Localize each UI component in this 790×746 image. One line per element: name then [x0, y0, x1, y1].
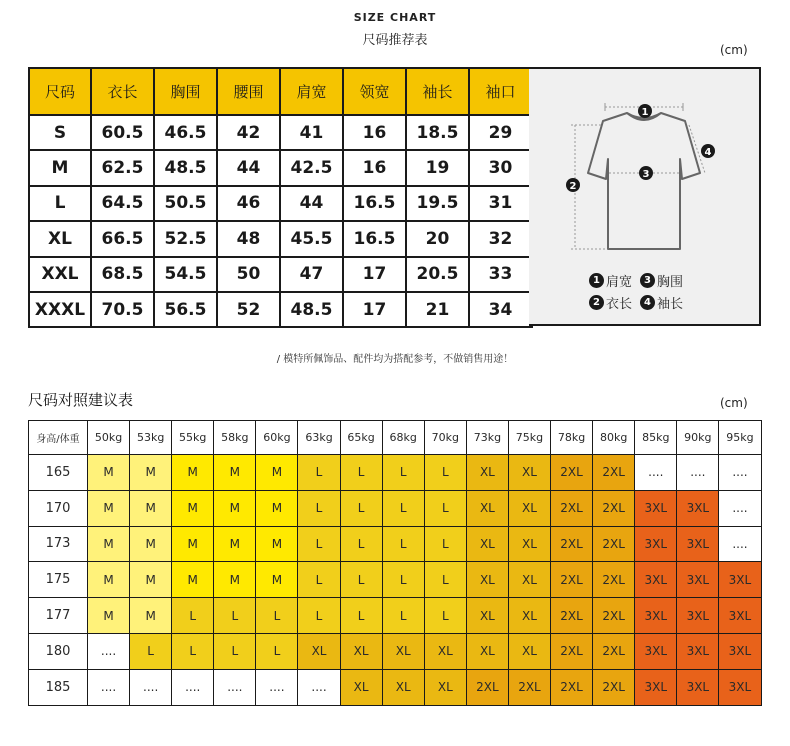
size-recommendation-cell: L	[424, 490, 466, 526]
size-recommendation-cell: ....	[130, 669, 172, 705]
size-chart-header-cell: 腰围	[217, 68, 280, 115]
measurement-cell: 18.5	[406, 115, 469, 150]
size-recommendation-cell: ....	[298, 669, 340, 705]
measurement-cell: 20.5	[406, 257, 469, 292]
size-recommendation-cell: M	[130, 598, 172, 634]
size-recommendation-cell: L	[382, 598, 424, 634]
legend-marker-2: 2	[589, 295, 604, 310]
marker-2-icon	[566, 178, 580, 192]
size-chart-table	[28, 67, 533, 328]
weight-header-cell: 73kg	[466, 421, 508, 455]
recommendation-row	[29, 455, 762, 491]
measurement-cell: 16.5	[343, 186, 406, 221]
size-chart-header-cell: 领宽	[343, 68, 406, 115]
measurement-cell: 29	[469, 115, 532, 150]
size-recommendation-cell: ....	[635, 455, 677, 491]
weight-header-cell: 85kg	[635, 421, 677, 455]
recommendation-row	[29, 526, 762, 562]
measurement-cell: 31	[469, 186, 532, 221]
measurement-cell: 45.5	[280, 221, 343, 256]
chart-title-zh: 尺码推荐表	[362, 33, 428, 48]
measurement-cell: 47	[280, 257, 343, 292]
legend-label-sleeve: 袖长	[657, 297, 684, 312]
recommendation-row	[29, 562, 762, 598]
weight-header-cell: 95kg	[719, 421, 761, 455]
weight-header-cell: 78kg	[551, 421, 593, 455]
measurement-cell: 16.5	[343, 221, 406, 256]
size-recommendation-cell: XL	[466, 490, 508, 526]
measurement-cell: 68.5	[91, 257, 154, 292]
weight-header-cell: 55kg	[172, 421, 214, 455]
measurement-cell: 42	[217, 115, 280, 150]
size-label-cell: XXXL	[29, 292, 91, 327]
measurement-cell: 44	[280, 186, 343, 221]
size-chart-header-row	[29, 68, 532, 115]
size-recommendation-cell: L	[298, 598, 340, 634]
size-recommendation-cell: 3XL	[677, 490, 719, 526]
size-recommendation-cell: M	[88, 598, 130, 634]
size-recommendation-cell: M	[256, 490, 298, 526]
size-label-cell: XL	[29, 221, 91, 256]
size-recommendation-cell: ....	[172, 669, 214, 705]
size-recommendation-cell: ....	[677, 455, 719, 491]
size-chart-header-cell: 衣长	[91, 68, 154, 115]
size-recommendation-cell: L	[424, 526, 466, 562]
disclaimer-note: / 模特所佩饰品、配件均为搭配参考，不做销售用途！	[276, 354, 514, 365]
size-recommendation-cell: M	[88, 562, 130, 598]
recommendation-row	[29, 490, 762, 526]
size-recommendation-cell: L	[424, 598, 466, 634]
size-recommendation-cell: L	[298, 562, 340, 598]
weight-header-cell: 75kg	[508, 421, 550, 455]
marker-1-label: 1	[641, 107, 649, 118]
size-chart-row	[29, 292, 532, 327]
size-recommendation-cell: L	[172, 633, 214, 669]
measurement-cell: 34	[469, 292, 532, 327]
size-recommendation-cell: 2XL	[466, 669, 508, 705]
size-recommendation-cell: 3XL	[677, 669, 719, 705]
size-recommendation-cell: XL	[424, 669, 466, 705]
size-recommendation-cell: XL	[508, 526, 550, 562]
size-recommendation-cell: L	[172, 598, 214, 634]
measurement-cell: 19	[406, 150, 469, 185]
marker-4-label: 4	[704, 147, 712, 158]
diagram-legend-row-2	[589, 293, 683, 312]
measurement-cell: 17	[343, 292, 406, 327]
size-recommendation-cell: XL	[466, 562, 508, 598]
size-recommendation-cell: L	[382, 526, 424, 562]
size-recommendation-cell: XL	[424, 633, 466, 669]
size-recommendation-cell: M	[172, 455, 214, 491]
size-recommendation-cell: 3XL	[635, 633, 677, 669]
measurement-cell: 16	[343, 150, 406, 185]
size-recommendation-cell: XL	[508, 562, 550, 598]
marker-3-icon	[639, 166, 653, 180]
size-recommendation-cell: XL	[508, 598, 550, 634]
size-recommendation-cell: L	[256, 598, 298, 634]
measurement-cell: 48.5	[154, 150, 217, 185]
size-recommendation-cell: 3XL	[677, 633, 719, 669]
size-recommendation-cell: M	[214, 526, 256, 562]
size-recommendation-cell: 3XL	[719, 633, 761, 669]
measurement-cell: 70.5	[91, 292, 154, 327]
measurement-cell: 46.5	[154, 115, 217, 150]
height-cell: 185	[29, 669, 88, 705]
marker-4-icon	[701, 144, 715, 158]
size-recommendation-cell: 3XL	[635, 490, 677, 526]
size-recommendation-cell: 3XL	[719, 562, 761, 598]
size-label-cell: M	[29, 150, 91, 185]
legend-label-shoulder: 肩宽	[606, 275, 633, 290]
size-recommendation-cell: 2XL	[551, 455, 593, 491]
size-recommendation-cell: M	[130, 455, 172, 491]
size-recommendation-cell: ....	[719, 455, 761, 491]
recommendation-header-row	[29, 421, 762, 455]
size-recommendation-cell: M	[172, 490, 214, 526]
size-recommendation-cell: L	[340, 562, 382, 598]
height-cell: 173	[29, 526, 88, 562]
size-recommendation-cell: ....	[88, 669, 130, 705]
legend-marker-4: 4	[640, 295, 655, 310]
measurement-cell: 46	[217, 186, 280, 221]
size-chart-header-cell: 肩宽	[280, 68, 343, 115]
size-chart-header-cell: 胸围	[154, 68, 217, 115]
size-recommendation-cell: L	[382, 490, 424, 526]
size-recommendation-cell: L	[382, 455, 424, 491]
size-label-cell: S	[29, 115, 91, 150]
measurement-cell: 48.5	[280, 292, 343, 327]
size-recommendation-cell: ....	[719, 490, 761, 526]
size-recommendation-cell: XL	[466, 526, 508, 562]
height-weight-corner: 身高/体重	[29, 421, 88, 455]
size-label-cell: L	[29, 186, 91, 221]
measurement-cell: 52.5	[154, 221, 217, 256]
recommendation-row	[29, 669, 762, 705]
size-recommendation-cell: 2XL	[593, 669, 635, 705]
measurement-cell: 21	[406, 292, 469, 327]
size-recommendation-table	[28, 420, 762, 706]
marker-1-icon	[638, 104, 652, 118]
size-recommendation-cell: 3XL	[635, 598, 677, 634]
size-recommendation-cell: L	[382, 562, 424, 598]
size-recommendation-cell: ....	[88, 633, 130, 669]
legend-marker-3: 3	[640, 273, 655, 288]
measurement-cell: 19.5	[406, 186, 469, 221]
size-recommendation-cell: M	[130, 526, 172, 562]
size-chart-header-cell: 袖口	[469, 68, 532, 115]
size-recommendation-cell: M	[88, 490, 130, 526]
weight-header-cell: 65kg	[340, 421, 382, 455]
measurement-cell: 20	[406, 221, 469, 256]
size-chart-header-cell: 尺码	[29, 68, 91, 115]
legend-label-length: 衣长	[606, 297, 633, 312]
measurement-cell: 44	[217, 150, 280, 185]
weight-header-cell: 70kg	[424, 421, 466, 455]
size-recommendation-cell: XL	[508, 490, 550, 526]
chart-title-en: SIZE CHART	[353, 11, 437, 24]
size-recommendation-cell: L	[298, 526, 340, 562]
measurement-cell: 56.5	[154, 292, 217, 327]
size-recommendation-cell: L	[256, 633, 298, 669]
size-chart-row	[29, 150, 532, 185]
size-recommendation-cell: 2XL	[551, 526, 593, 562]
size-recommendation-cell: L	[340, 526, 382, 562]
measurement-cell: 50.5	[154, 186, 217, 221]
measurement-cell: 42.5	[280, 150, 343, 185]
legend-marker-1: 1	[589, 273, 604, 288]
size-recommendation-cell: 3XL	[677, 598, 719, 634]
size-recommendation-cell: M	[172, 526, 214, 562]
size-recommendation-cell: M	[88, 526, 130, 562]
size-recommendation-cell: XL	[466, 633, 508, 669]
size-recommendation-cell: M	[172, 562, 214, 598]
measurement-cell: 64.5	[91, 186, 154, 221]
measurement-cell: 60.5	[91, 115, 154, 150]
recommendation-unit: (cm)	[720, 396, 748, 410]
size-recommendation-cell: 3XL	[635, 669, 677, 705]
size-recommendation-cell: 3XL	[635, 526, 677, 562]
measurement-cell: 41	[280, 115, 343, 150]
weight-header-cell: 63kg	[298, 421, 340, 455]
weight-header-cell: 60kg	[256, 421, 298, 455]
measurement-cell: 32	[469, 221, 532, 256]
size-chart-unit: (cm)	[720, 43, 748, 57]
measurement-cell: 50	[217, 257, 280, 292]
size-recommendation-cell: XL	[508, 633, 550, 669]
size-recommendation-cell: 2XL	[551, 562, 593, 598]
size-recommendation-cell: M	[214, 562, 256, 598]
size-recommendation-cell: M	[130, 562, 172, 598]
size-chart-row	[29, 115, 532, 150]
size-chart-header-cell: 袖长	[406, 68, 469, 115]
size-recommendation-cell: 3XL	[677, 526, 719, 562]
measurement-cell: 17	[343, 257, 406, 292]
height-cell: 175	[29, 562, 88, 598]
size-recommendation-cell: 2XL	[593, 598, 635, 634]
measurement-cell: 52	[217, 292, 280, 327]
size-recommendation-cell: L	[340, 490, 382, 526]
size-chart-row	[29, 257, 532, 292]
weight-header-cell: 90kg	[677, 421, 719, 455]
size-recommendation-cell: 2XL	[508, 669, 550, 705]
size-recommendation-cell: 2XL	[551, 598, 593, 634]
weight-header-cell: 80kg	[593, 421, 635, 455]
size-recommendation-cell: 3XL	[635, 562, 677, 598]
weight-header-cell: 68kg	[382, 421, 424, 455]
height-cell: 165	[29, 455, 88, 491]
height-cell: 180	[29, 633, 88, 669]
size-recommendation-cell: ....	[719, 526, 761, 562]
recommendation-row	[29, 633, 762, 669]
size-recommendation-cell: 2XL	[551, 669, 593, 705]
recommendation-row	[29, 598, 762, 634]
marker-2-label: 2	[569, 181, 577, 192]
size-recommendation-cell: XL	[382, 633, 424, 669]
size-recommendation-cell: M	[214, 490, 256, 526]
legend-label-chest: 胸围	[657, 275, 684, 290]
size-recommendation-cell: 2XL	[593, 455, 635, 491]
size-recommendation-cell: ....	[214, 669, 256, 705]
size-recommendation-cell: M	[256, 526, 298, 562]
size-recommendation-cell: XL	[298, 633, 340, 669]
size-recommendation-cell: M	[88, 455, 130, 491]
size-recommendation-cell: 2XL	[551, 490, 593, 526]
weight-header-cell: 58kg	[214, 421, 256, 455]
size-recommendation-cell: L	[424, 562, 466, 598]
size-recommendation-cell: 3XL	[719, 598, 761, 634]
size-recommendation-cell: 3XL	[677, 562, 719, 598]
size-recommendation-cell: XL	[508, 455, 550, 491]
size-recommendation-cell: ....	[256, 669, 298, 705]
measurement-cell: 54.5	[154, 257, 217, 292]
size-recommendation-cell: L	[424, 455, 466, 491]
size-recommendation-cell: L	[340, 598, 382, 634]
size-recommendation-cell: L	[298, 455, 340, 491]
measurement-cell: 16	[343, 115, 406, 150]
diagram-legend-row-1	[589, 271, 683, 290]
size-recommendation-cell: L	[214, 598, 256, 634]
height-cell: 177	[29, 598, 88, 634]
size-recommendation-cell: 2XL	[551, 633, 593, 669]
size-recommendation-cell: XL	[340, 669, 382, 705]
size-recommendation-cell: M	[214, 455, 256, 491]
size-recommendation-cell: L	[340, 455, 382, 491]
size-recommendation-cell: M	[256, 562, 298, 598]
weight-header-cell: 53kg	[130, 421, 172, 455]
size-chart-row	[29, 221, 532, 256]
size-recommendation-cell: M	[256, 455, 298, 491]
weight-header-cell: 50kg	[88, 421, 130, 455]
size-recommendation-cell: L	[214, 633, 256, 669]
measurement-cell: 30	[469, 150, 532, 185]
recommendation-title: 尺码对照建议表	[28, 391, 134, 409]
measurement-cell: 33	[469, 257, 532, 292]
size-recommendation-cell: M	[130, 490, 172, 526]
size-recommendation-cell: 3XL	[719, 669, 761, 705]
size-recommendation-cell: 2XL	[593, 633, 635, 669]
marker-3-label: 3	[642, 169, 650, 180]
size-label-cell: XXL	[29, 257, 91, 292]
size-recommendation-cell: 2XL	[593, 490, 635, 526]
size-recommendation-cell: 2XL	[593, 526, 635, 562]
size-recommendation-cell: XL	[382, 669, 424, 705]
size-recommendation-cell: 2XL	[593, 562, 635, 598]
size-recommendation-cell: L	[298, 490, 340, 526]
measurement-cell: 62.5	[91, 150, 154, 185]
size-recommendation-cell: XL	[466, 598, 508, 634]
size-recommendation-cell: XL	[466, 455, 508, 491]
size-chart-row	[29, 186, 532, 221]
measurement-cell: 66.5	[91, 221, 154, 256]
size-recommendation-cell: L	[130, 633, 172, 669]
size-recommendation-cell: XL	[340, 633, 382, 669]
height-cell: 170	[29, 490, 88, 526]
measurement-cell: 48	[217, 221, 280, 256]
